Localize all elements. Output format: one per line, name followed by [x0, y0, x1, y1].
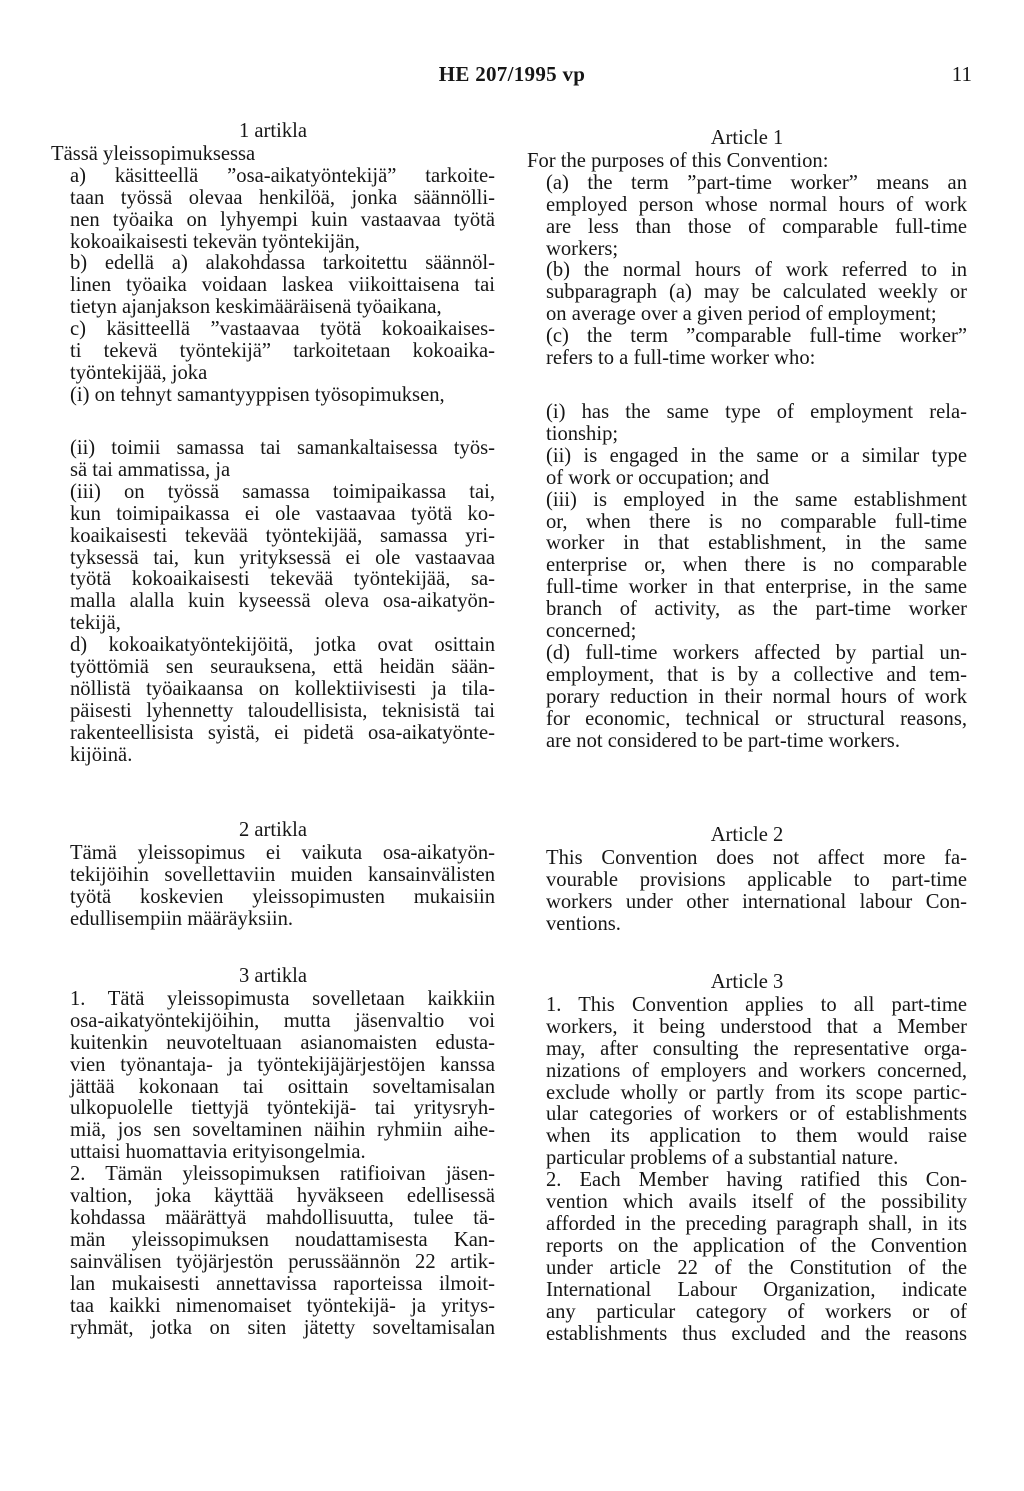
text-line: osa-aikatyöntekijöihin, mutta jäsenvaltio voi: [70, 1009, 495, 1032]
en-article-1-i: [527, 402, 967, 446]
text-line: ventions.: [546, 912, 621, 935]
text-line: män yleissopimuksen noudattamisesta Kan-: [70, 1228, 495, 1251]
text-line: reports on the application of the Convention: [546, 1234, 967, 1257]
text-line: when its application to them would raise: [546, 1125, 967, 1148]
text-line: b) edellä a) alakohdassa tarkoitettu säännöl-: [70, 252, 495, 275]
en-article-3-p1: [527, 995, 967, 1170]
document-reference: HE 207/1995 vp: [438, 62, 586, 86]
text-line: refers to a full-time worker who:: [546, 347, 816, 370]
text-line: nen työaika on lyhyempi kuin vastaavaa työtä: [70, 208, 495, 231]
text-line: vien työnantaja- ja työntekijäjärjestöjen kanssa: [70, 1053, 495, 1076]
en-article-2-text: [527, 848, 967, 936]
text-line: tekijöihin sovellettaviin muiden kansainvälisten: [70, 863, 495, 886]
en-article-1-ii: [527, 446, 967, 490]
text-line: työtä koskevien yleissopimusten mukaisiin: [70, 885, 495, 908]
text-line: tietyn ajanjakson keskimääräisenä työaikana,: [70, 296, 442, 319]
text-line: 2. Each Member having ratified this Con-: [546, 1169, 967, 1192]
text-line: may, after consulting the representative orga-: [546, 1037, 967, 1060]
en-article-1-cont: [527, 402, 967, 753]
text-line: worker in that establishment, in the same: [546, 532, 967, 555]
page-header: [0, 62, 1024, 92]
text-line: workers, it being understood that a Member: [546, 1015, 967, 1038]
en-article-1-intro: For the purposes of this Convention:: [527, 149, 829, 172]
text-line: ular categories of workers or of establishments: [546, 1103, 967, 1126]
fi-article-1-a: [51, 166, 495, 254]
text-line: (c) the term ”comparable full-time worker”: [546, 325, 967, 348]
fi-article-1-c: [51, 319, 495, 385]
text-line: workers under other international labour Con-: [546, 890, 967, 913]
en-article-1: [527, 128, 967, 370]
text-line: kun toimipaikassa ei ole vastaavaa työtä ko-: [70, 502, 495, 525]
text-line: kuitenkin neuvoteltuaan asianomaisten edusta-: [70, 1031, 495, 1054]
en-article-3: [527, 972, 967, 1345]
text-line: branch of activity, as the part-time worker: [546, 598, 967, 621]
text-line: kijöinä.: [70, 743, 133, 766]
text-line: (d) full-time workers affected by partial un-: [546, 641, 967, 664]
text-line: kokoaikaisesti tekevän työntekijän,: [70, 230, 360, 253]
text-line: any particular category of workers or of: [546, 1300, 967, 1323]
text-line: International Labour Organization, indicate: [546, 1278, 967, 1301]
fi-article-1-ii: [51, 438, 495, 482]
text-line: sä tai ammatissa, ja: [70, 458, 231, 481]
text-line: are less than those of comparable full-time: [546, 215, 967, 238]
text-line: on average over a given period of employment;: [546, 303, 937, 326]
fi-article-1-d: [51, 635, 495, 766]
text-line: exclude wholly or partly from its scope partic-: [546, 1081, 967, 1104]
fi-article-2-text: [51, 843, 495, 931]
fi-article-3-heading: 3 artikla: [238, 965, 308, 987]
fi-article-3: [51, 966, 495, 1339]
text-line: 1. This Convention applies to all part-time: [546, 993, 967, 1016]
text-line: employed person whose normal hours of work: [546, 193, 967, 216]
text-line: (ii) is engaged in the same or a similar type: [546, 444, 967, 467]
text-line: 2. Tämän yleissopimuksen ratifioivan jäsen-: [70, 1163, 495, 1186]
text-line: employment, that is by a collective and tem-: [546, 663, 967, 686]
en-article-3-p2: [527, 1170, 967, 1345]
text-line: enterprise or, when there is no comparable: [546, 554, 967, 577]
text-line: ulkopuolelle tiettyjä työntekijä- tai yritysryh-: [70, 1097, 495, 1120]
text-line: vention which avails itself of the possibility: [546, 1191, 967, 1214]
text-line: Tämä yleissopimus ei vaikuta osa-aikatyön-: [70, 841, 495, 864]
text-line: under article 22 of the Constitution of the: [546, 1256, 967, 1279]
fi-article-1-intro: Tässä yleissopimuksessa: [51, 142, 256, 165]
fi-article-2-heading: 2 artikla: [238, 819, 308, 841]
text-line: tyksessä tai, kun yrityksessä ei ole vastaavaa: [70, 546, 495, 569]
fi-article-1-i: (i) on tehnyt samantyyppisen työsopimuksen,: [70, 383, 445, 406]
text-line: vourable provisions applicable to part-time: [546, 868, 967, 891]
text-line: workers;: [546, 237, 619, 260]
text-line: (ii) toimii samassa tai samankaltaisessa työs-: [70, 437, 495, 459]
text-line: a) käsitteellä ”osa-aikatyöntekijä” tarkoite-: [70, 164, 495, 187]
fi-article-1-heading: 1 artikla: [238, 120, 308, 142]
text-line: ti tekevä työntekijä” tarkoitetaan kokoaika-: [70, 340, 495, 363]
en-article-2-heading: Article 2: [710, 824, 784, 846]
text-line: työntekijää, joka: [70, 361, 208, 384]
en-article-1-d: [527, 643, 967, 753]
text-line: uttaisi huomattavia erityisongelmia.: [70, 1141, 366, 1164]
text-line: (iii) on työssä samassa toimipaikassa tai,: [70, 480, 495, 503]
text-line: lan mukaisesti annettavissa raporteissa ilmoit-: [70, 1272, 495, 1295]
text-line: edullisempiin määräyksiin.: [70, 907, 294, 930]
en-article-1-iii: [527, 490, 967, 643]
text-line: sainvälisen työjärjestön perussäännön 22 artik-: [70, 1250, 495, 1273]
en-article-1-heading: Article 1: [710, 127, 784, 149]
text-line: taan työssä olevaa henkilöä, jonka säännölli-: [70, 186, 495, 209]
text-line: full-time worker in that enterprise, in the same: [546, 576, 967, 599]
text-line: (a) the term ”part-time worker” means an: [546, 171, 967, 194]
text-line: nizations of employers and workers concerned,: [546, 1059, 967, 1082]
fi-article-3-p2: [51, 1164, 495, 1339]
text-line: (b) the normal hours of work referred to in: [546, 259, 967, 282]
text-line: for economic, technical or structural reasons,: [546, 707, 967, 730]
fi-article-3-p1: [51, 989, 495, 1164]
text-line: 1. Tätä yleissopimusta sovelletaan kaikkiin: [70, 987, 495, 1010]
text-line: (iii) is employed in the same establishment: [546, 488, 967, 511]
fi-article-1-cont: [51, 438, 495, 767]
text-line: tionship;: [546, 422, 619, 445]
fi-article-1-iii: [51, 482, 495, 635]
text-line: afforded in the preceding paragraph shall, in its: [546, 1212, 967, 1235]
text-line: This Convention does not affect more fa-: [546, 846, 967, 869]
text-line: subparagraph (a) may be calculated weekly or: [546, 281, 967, 304]
text-line: taa kaikki nimenomaiset työntekijä- ja yritys-: [70, 1294, 495, 1317]
text-line: päisesti lyhennetty taloudellisista, teknisistä tai: [70, 699, 495, 722]
fi-article-1: [51, 121, 495, 407]
text-line: tekijä,: [70, 612, 121, 635]
text-line: koaikaisesti tekevää työntekijää, samassa yri-: [70, 524, 495, 547]
text-line: malla alalla kuin kyseessä oleva osa-aikatyön-: [70, 590, 495, 613]
en-article-1-a: [527, 173, 967, 261]
text-line: of work or occupation; and: [546, 466, 770, 489]
text-line: työtä kokoaikaisesti tekevää työntekijää, sa-: [70, 568, 495, 591]
page-number: 11: [951, 62, 972, 86]
text-line: (i) has the same type of employment rela-: [546, 401, 967, 423]
text-line: miä, jos sen soveltaminen näihin ryhmiin aihe-: [70, 1119, 495, 1142]
text-line: concerned;: [546, 620, 637, 643]
en-article-1-b: [527, 260, 967, 326]
text-line: or, when there is no comparable full-time: [546, 510, 967, 533]
en-article-3-heading: Article 3: [710, 971, 784, 993]
text-line: linen työaika voidaan laskea viikoittaisena tai: [70, 274, 495, 297]
text-line: rakenteellisista syistä, ei pidetä osa-aikatyönte-: [70, 721, 495, 744]
text-line: työttömiä sen seurauksena, että heidän sään-: [70, 656, 495, 679]
text-line: kohdassa määrättyä mahdollisuutta, tulee tä-: [70, 1206, 495, 1229]
text-line: c) käsitteellä ”vastaavaa työtä kokoaikaises-: [70, 318, 495, 341]
text-line: particular problems of a substantial nature.: [546, 1147, 899, 1170]
fi-article-1-b: [51, 253, 495, 319]
fi-article-2: [51, 820, 495, 931]
text-line: porary reduction in their normal hours of work: [546, 685, 967, 708]
text-line: are not considered to be part-time workers.: [546, 729, 900, 752]
text-line: ryhmät, jotka on siten jätetty soveltamisalan: [70, 1316, 495, 1339]
text-line: jättää kokonaan tai osittain soveltamisalan: [70, 1075, 495, 1098]
text-line: nöllistä työaikaansa on kollektiivisesti ja tila-: [70, 677, 495, 700]
en-article-2: [527, 825, 967, 936]
text-line: d) kokoaikatyöntekijöitä, jotka ovat osittain: [70, 634, 495, 657]
text-line: establishments thus excluded and the reasons: [546, 1322, 967, 1345]
en-article-1-c: [527, 326, 967, 370]
text-line: valtion, joka käyttää hyväkseen edellisessä: [70, 1185, 495, 1208]
